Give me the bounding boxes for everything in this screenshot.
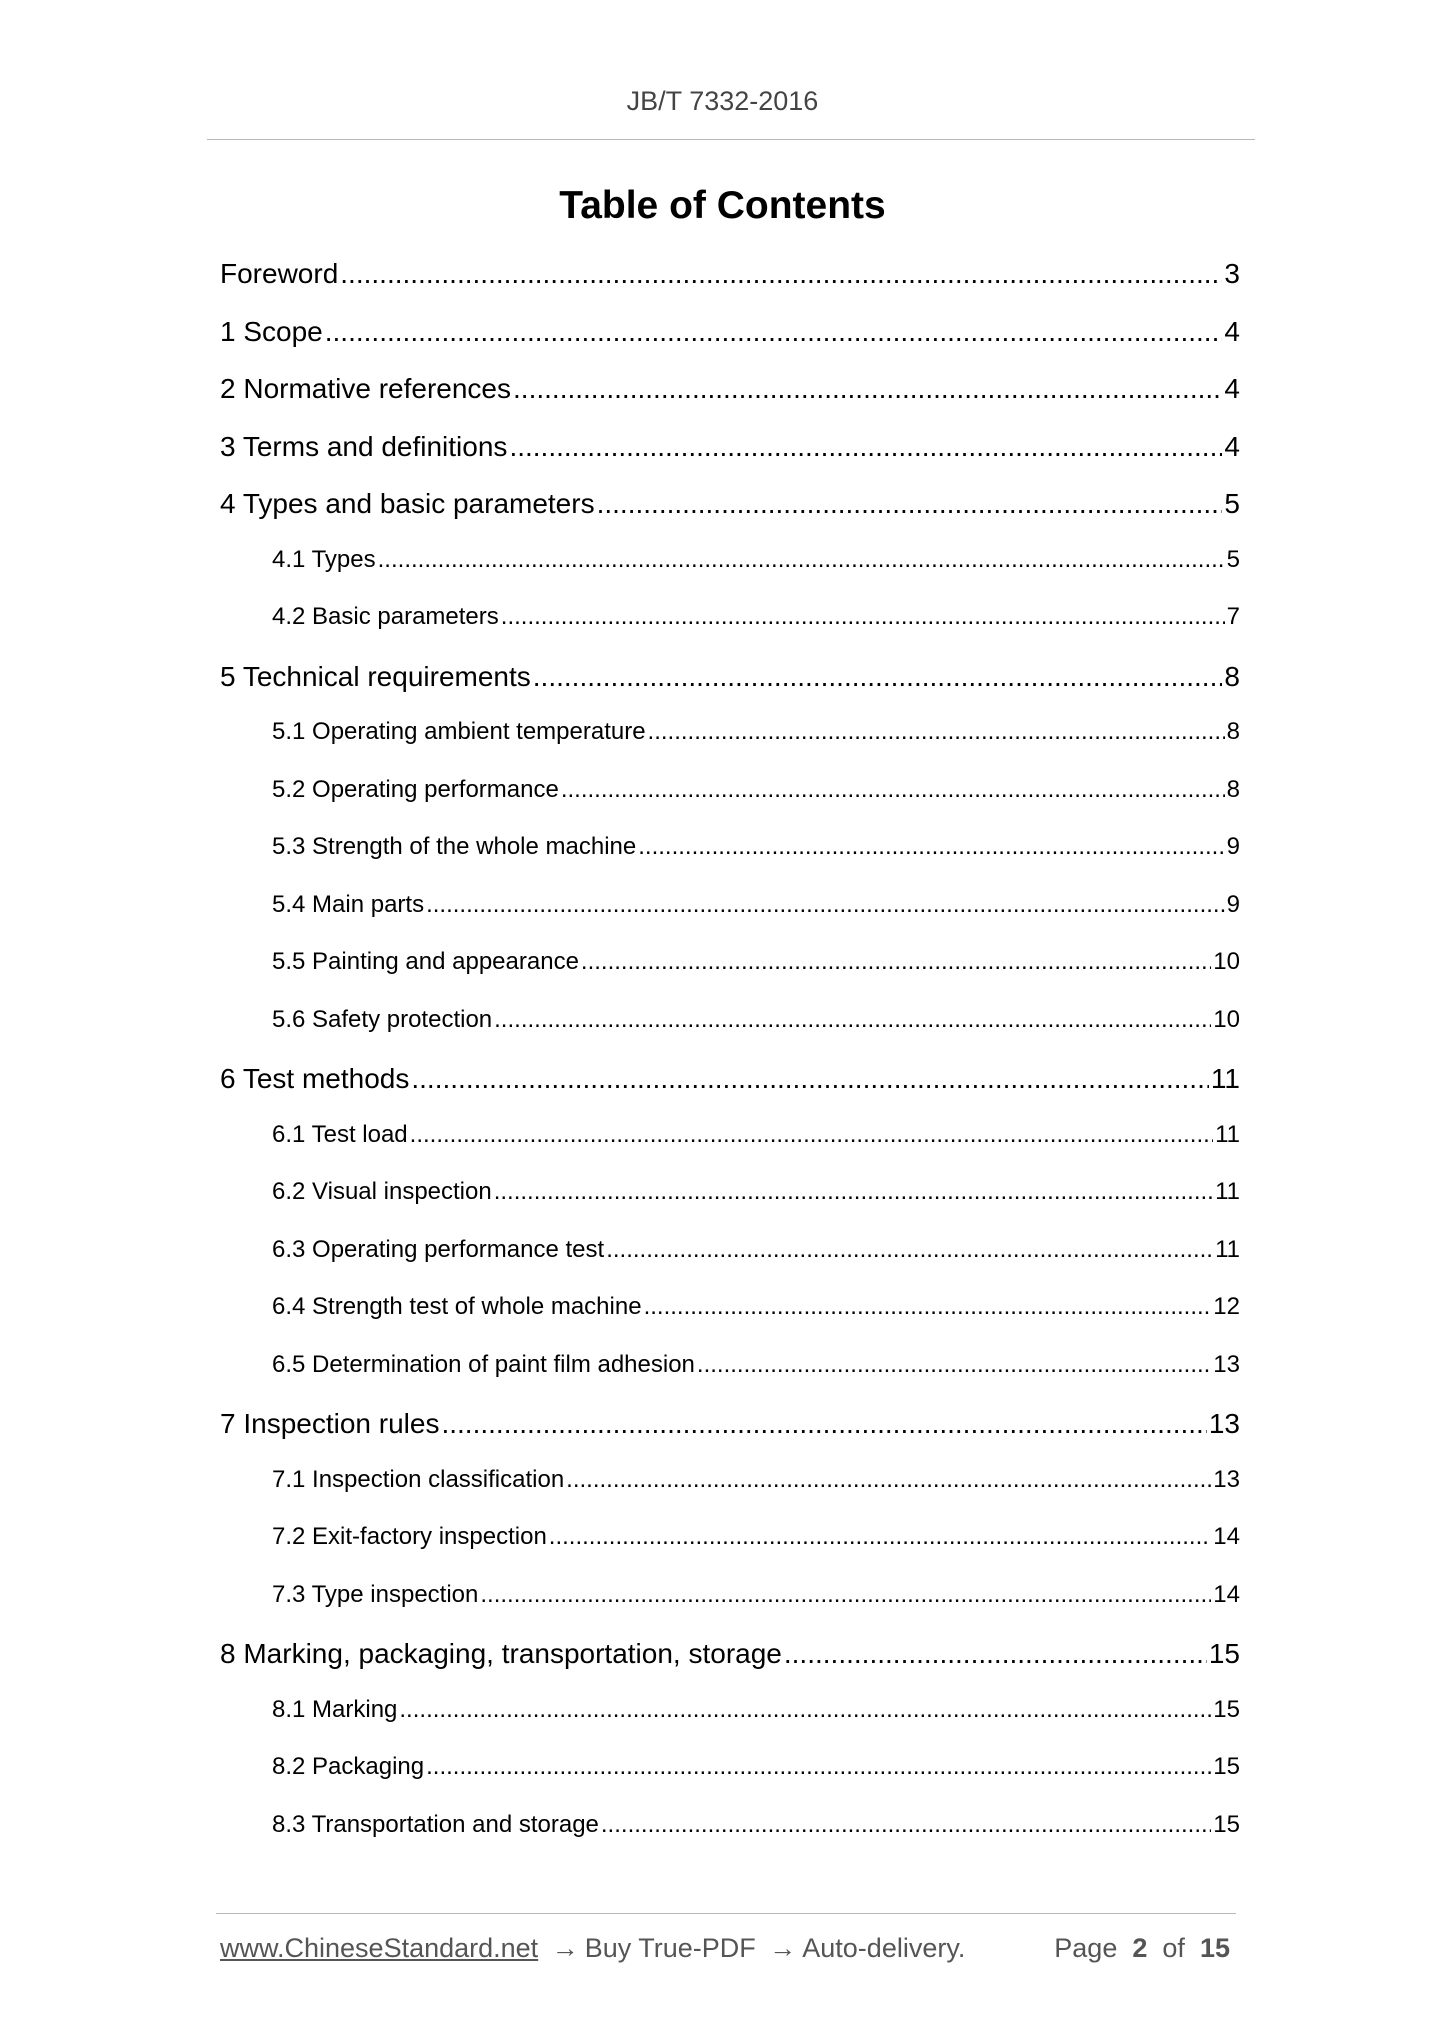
toc-subsection-entry[interactable] bbox=[220, 776, 1240, 834]
toc-entry-page-number: 3 bbox=[1224, 258, 1240, 289]
buy-true-pdf-text: Buy True-PDF bbox=[584, 1933, 756, 1963]
toc-entry-title: 4 Types and basic parameters bbox=[220, 488, 595, 519]
current-page-number: 2 bbox=[1132, 1933, 1148, 1963]
dot-leader bbox=[597, 488, 1223, 520]
dot-leader bbox=[399, 1696, 1211, 1724]
total-pages-number: 15 bbox=[1199, 1933, 1230, 1963]
toc-section-entry[interactable] bbox=[220, 431, 1240, 489]
dot-leader bbox=[378, 546, 1225, 574]
toc-subsection-entry[interactable] bbox=[220, 546, 1240, 604]
dot-leader bbox=[606, 1236, 1213, 1264]
dot-leader bbox=[581, 948, 1211, 976]
toc-entry-page-number: 12 bbox=[1213, 1293, 1240, 1320]
toc-entry-page-number: 11 bbox=[1210, 1063, 1240, 1094]
toc-entry-page-number: 8 bbox=[1224, 660, 1240, 692]
toc-entry-title: 8 Marking, packaging, transportation, storage bbox=[220, 1638, 782, 1669]
toc-entry-title: 5.3 Strength of the whole machine bbox=[272, 833, 637, 860]
dot-leader bbox=[561, 776, 1225, 804]
dot-leader bbox=[340, 258, 1222, 290]
dot-leader bbox=[513, 373, 1222, 405]
toc-subsection-entry[interactable] bbox=[220, 1178, 1240, 1236]
toc-entry-title: 7.3 Type inspection bbox=[272, 1580, 479, 1608]
toc-subsection-entry[interactable] bbox=[220, 1121, 1240, 1179]
toc-entry-page-number: 15 bbox=[1213, 1753, 1240, 1780]
table-of-contents bbox=[220, 258, 1240, 1868]
toc-section-entry[interactable] bbox=[220, 488, 1240, 546]
toc-subsection-entry[interactable] bbox=[220, 1236, 1240, 1294]
toc-entry-title: 6.2 Visual inspection bbox=[272, 1178, 492, 1205]
toc-section-entry[interactable] bbox=[220, 1408, 1240, 1466]
page-footer bbox=[220, 1933, 1236, 1964]
toc-entry-page-number: 15 bbox=[1213, 1810, 1240, 1838]
page-indicator bbox=[1054, 1933, 1236, 1964]
toc-entry-page-number: 13 bbox=[1208, 1408, 1240, 1439]
toc-entry-title: 5.2 Operating performance bbox=[272, 775, 559, 803]
toc-entry-title: 5 Technical requirements bbox=[220, 660, 531, 692]
toc-section-entry[interactable] bbox=[220, 258, 1240, 316]
toc-entry-page-number: 8 bbox=[1226, 775, 1240, 803]
dot-leader bbox=[494, 1006, 1211, 1034]
toc-subsection-entry[interactable] bbox=[220, 1351, 1240, 1409]
dot-leader bbox=[648, 718, 1225, 746]
toc-subsection-entry[interactable] bbox=[220, 948, 1240, 1006]
toc-subsection-entry[interactable] bbox=[220, 833, 1240, 891]
toc-entry-title: 6.1 Test load bbox=[272, 1120, 408, 1148]
toc-entry-page-number: 5 bbox=[1224, 488, 1240, 519]
toc-entry-title: 1 Scope bbox=[220, 315, 323, 347]
toc-entry-page-number: 10 bbox=[1213, 1005, 1240, 1033]
toc-entry-page-number: 10 bbox=[1213, 948, 1240, 975]
of-label: of bbox=[1162, 1933, 1185, 1963]
toc-entry-title: 4.1 Types bbox=[272, 545, 376, 573]
toc-entry-page-number: 11 bbox=[1215, 1235, 1240, 1263]
toc-entry-page-number: 11 bbox=[1215, 1120, 1240, 1148]
page-title: Table of Contents bbox=[559, 184, 886, 227]
toc-entry-title: 6.5 Determination of paint film adhesion bbox=[272, 1350, 695, 1378]
dot-leader bbox=[784, 1638, 1207, 1670]
toc-section-entry[interactable] bbox=[220, 316, 1240, 374]
toc-entry-page-number: 14 bbox=[1213, 1523, 1240, 1550]
toc-entry-title: 7.2 Exit-factory inspection bbox=[272, 1523, 547, 1550]
document-code-header: JB/T 7332-2016 bbox=[626, 86, 819, 116]
toc-entry-page-number: 14 bbox=[1213, 1580, 1240, 1608]
dot-leader bbox=[494, 1178, 1213, 1206]
toc-entry-title: 6.3 Operating performance test bbox=[272, 1235, 605, 1263]
toc-subsection-entry[interactable] bbox=[220, 603, 1240, 661]
toc-entry-title: Foreword bbox=[220, 258, 339, 289]
dot-leader bbox=[441, 1408, 1206, 1440]
dot-leader bbox=[325, 316, 1223, 348]
arrow-right-icon: → bbox=[769, 1933, 797, 1963]
website-link[interactable]: www.ChineseStandard.net bbox=[220, 1933, 539, 1963]
toc-entry-page-number: 9 bbox=[1226, 833, 1240, 860]
toc-subsection-entry[interactable] bbox=[220, 1581, 1240, 1639]
toc-entry-title: 6 Test methods bbox=[220, 1063, 410, 1094]
dot-leader bbox=[411, 1063, 1209, 1095]
toc-entry-title: 8.3 Transportation and storage bbox=[272, 1810, 599, 1838]
toc-section-entry[interactable] bbox=[220, 661, 1240, 719]
toc-entry-title: 5.5 Painting and appearance bbox=[272, 948, 579, 975]
toc-entry-page-number: 13 bbox=[1213, 1465, 1240, 1493]
dot-leader bbox=[644, 1293, 1212, 1321]
toc-subsection-entry[interactable] bbox=[220, 1696, 1240, 1754]
toc-entry-title: 6.4 Strength test of whole machine bbox=[272, 1293, 642, 1320]
toc-subsection-entry[interactable] bbox=[220, 1811, 1240, 1869]
toc-entry-title: 5.4 Main parts bbox=[272, 890, 425, 918]
dot-leader bbox=[533, 661, 1223, 693]
dot-leader bbox=[410, 1121, 1213, 1149]
dot-leader bbox=[549, 1523, 1212, 1551]
toc-entry-page-number: 8 bbox=[1226, 718, 1240, 745]
dot-leader bbox=[509, 431, 1222, 463]
toc-entry-title: 2 Normative references bbox=[220, 373, 512, 404]
toc-entry-page-number: 15 bbox=[1208, 1638, 1240, 1669]
auto-delivery-text: Auto-delivery. bbox=[802, 1933, 966, 1963]
page-label: Page bbox=[1054, 1933, 1118, 1963]
toc-subsection-entry[interactable] bbox=[220, 1753, 1240, 1811]
toc-entry-title: 4.2 Basic parameters bbox=[272, 603, 499, 630]
toc-subsection-entry[interactable] bbox=[220, 1006, 1240, 1064]
toc-entry-title: 7.1 Inspection classification bbox=[272, 1465, 565, 1493]
toc-section-entry[interactable] bbox=[220, 1638, 1240, 1696]
toc-entry-page-number: 9 bbox=[1226, 890, 1240, 918]
toc-entry-title: 5.6 Safety protection bbox=[272, 1005, 493, 1033]
toc-subsection-entry[interactable] bbox=[220, 1293, 1240, 1351]
toc-section-entry[interactable] bbox=[220, 373, 1240, 431]
toc-entry-page-number: 4 bbox=[1224, 373, 1240, 404]
toc-entry-title: 8.2 Packaging bbox=[272, 1753, 425, 1780]
toc-entry-page-number: 5 bbox=[1226, 545, 1240, 573]
dot-leader bbox=[697, 1351, 1211, 1379]
toc-entry-page-number: 13 bbox=[1213, 1350, 1240, 1378]
toc-entry-page-number: 7 bbox=[1226, 603, 1240, 630]
dot-leader bbox=[426, 1753, 1211, 1781]
dot-leader bbox=[501, 603, 1225, 631]
toc-subsection-entry[interactable] bbox=[220, 891, 1240, 949]
toc-entry-title: 8.1 Marking bbox=[272, 1695, 398, 1723]
footer-divider bbox=[216, 1913, 1236, 1914]
toc-subsection-entry[interactable] bbox=[220, 1466, 1240, 1524]
toc-entry-page-number: 4 bbox=[1224, 315, 1240, 347]
toc-subsection-entry[interactable] bbox=[220, 718, 1240, 776]
dot-leader bbox=[480, 1581, 1211, 1609]
toc-entry-page-number: 15 bbox=[1213, 1695, 1240, 1723]
footer-left bbox=[220, 1933, 965, 1964]
arrow-right-icon: → bbox=[551, 1933, 579, 1963]
header-divider bbox=[207, 139, 1255, 140]
dot-leader bbox=[566, 1466, 1211, 1494]
toc-entry-title: 5.1 Operating ambient temperature bbox=[272, 718, 646, 745]
dot-leader bbox=[638, 833, 1224, 861]
dot-leader bbox=[601, 1811, 1211, 1839]
toc-subsection-entry[interactable] bbox=[220, 1523, 1240, 1581]
toc-entry-page-number: 11 bbox=[1215, 1178, 1240, 1205]
toc-section-entry[interactable] bbox=[220, 1063, 1240, 1121]
dot-leader bbox=[426, 891, 1225, 919]
toc-entry-page-number: 4 bbox=[1224, 430, 1240, 462]
toc-entry-title: 3 Terms and definitions bbox=[220, 430, 508, 462]
toc-entry-title: 7 Inspection rules bbox=[220, 1408, 440, 1439]
